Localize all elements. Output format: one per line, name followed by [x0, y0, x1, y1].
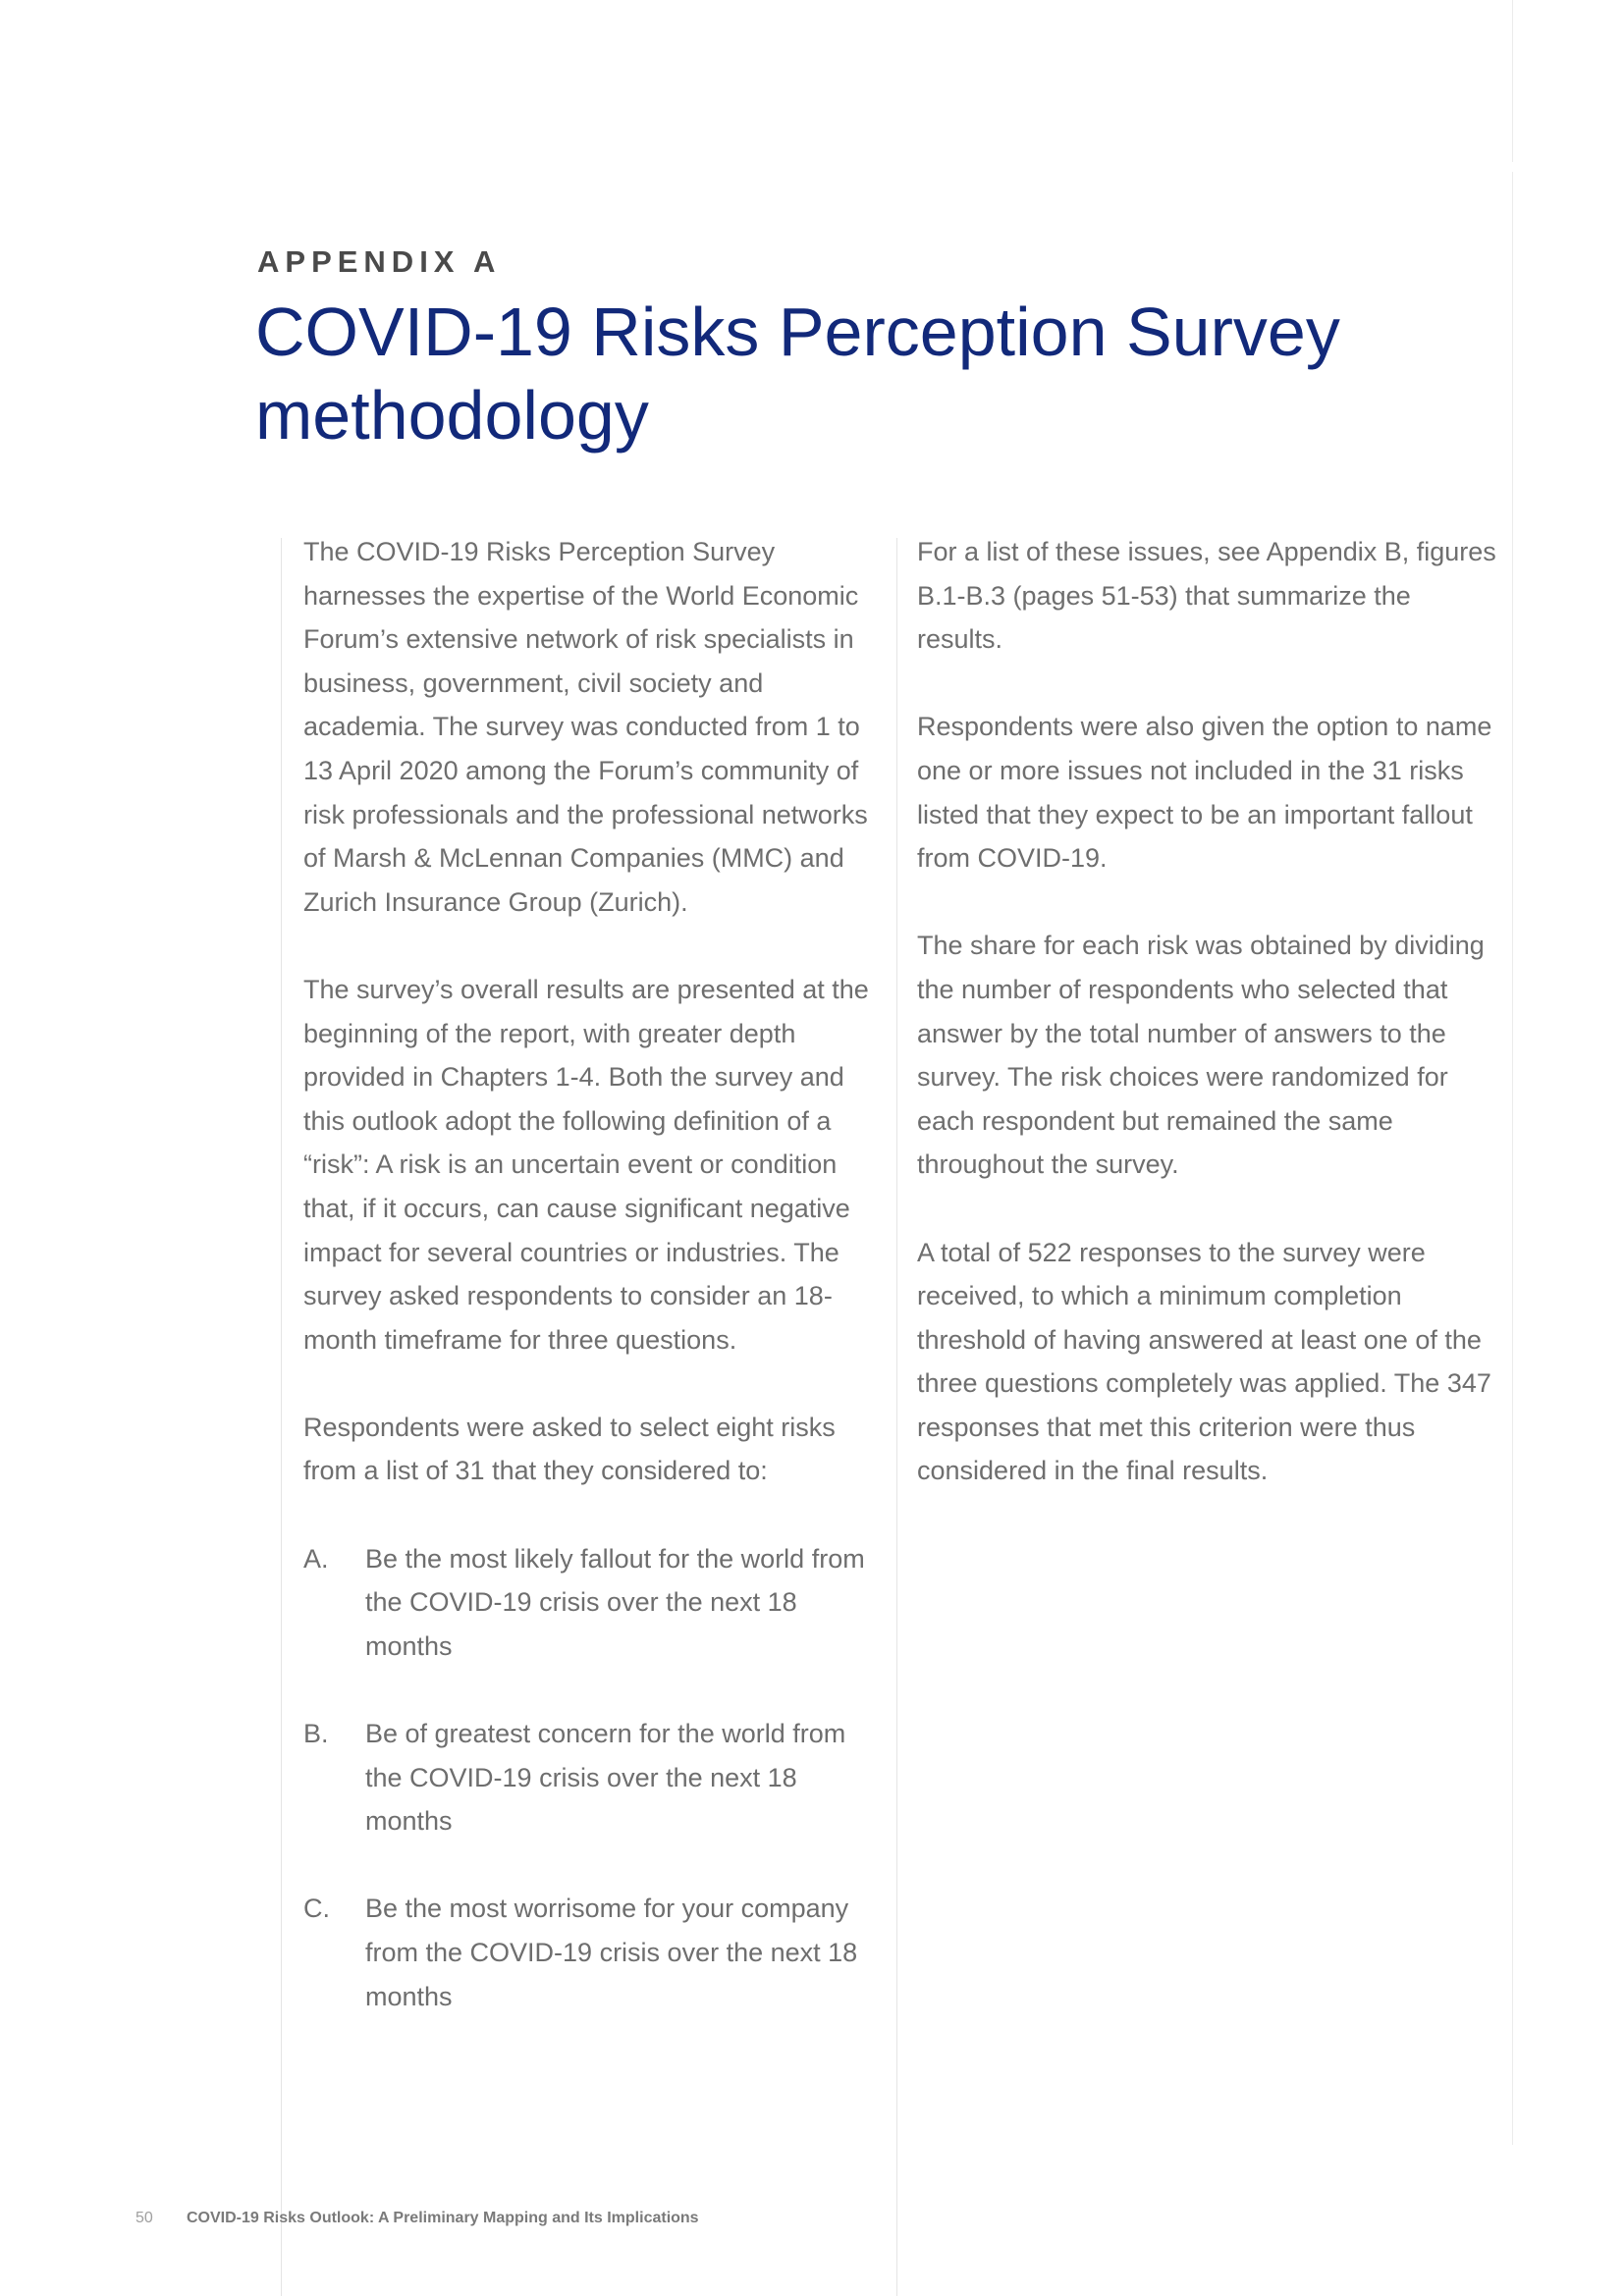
paragraph: Respondents were also given the option to name one or more issues not included in the 31 risks listed that they expect to be an important fallout from COVID-19.	[917, 712, 1492, 874]
list-marker: A.	[303, 1543, 329, 1574]
report-title: COVID-19 Risks Outlook: A Preliminary Mapping and Its Implications	[187, 2210, 699, 2226]
column-divider-left	[281, 538, 282, 2296]
paragraph: A total of 522 responses to the survey were received, to which a minimum completion threshold of having answered at least one of the three questions completely was applied. The 347 responses that met this criterion were thus considered in the final results.	[917, 1237, 1491, 1486]
page-footer	[135, 2210, 699, 2227]
left-column	[303, 530, 883, 2062]
list-text: Be of greatest concern for the world from the COVID-19 crisis over the next 18 months	[365, 1719, 846, 1837]
paragraph: The survey’s overall results are presented at the beginning of the report, with greater depth provided in Chapters 1-4. Both the survey and this outlook adopt the following definition of a “risk”: A risk is an uncertain event or condition that, if it occurs, can cause significant negative impact for several countries or industries. The survey asked respondents to consider an 18-month timeframe for three questions.	[303, 974, 869, 1355]
right-column	[917, 530, 1496, 1537]
list-item-a	[303, 1537, 883, 1669]
list-marker: C.	[303, 1894, 330, 1924]
page-title: COVID-19 Risks Perception Survey methodology	[255, 294, 1340, 454]
list-item-c	[303, 1887, 883, 2018]
list-marker: B.	[303, 1719, 329, 1749]
paragraph: For a list of these issues, see Appendix B, figures B.1-B.3 (pages 51-53) that summarize the results.	[917, 537, 1496, 655]
paragraph: The share for each risk was obtained by dividing the number of respondents who selected that answer by the total number of answers to the survey. The risk choices were randomized for each respondent but remained the same throughout the survey.	[917, 931, 1485, 1180]
page-edge-rule-top	[1512, 0, 1513, 162]
list-item-b	[303, 1712, 883, 1843]
page-edge-rule	[1512, 172, 1513, 2145]
column-divider-middle	[896, 538, 897, 2296]
list-text: Be the most likely fallout for the world from the COVID-19 crisis over the next 18 months	[365, 1543, 865, 1661]
page-number: 50	[135, 2210, 153, 2226]
list-text: Be the most worrisome for your company from the COVID-19 crisis over the next 18 months	[365, 1894, 858, 2011]
appendix-label: APPENDIX A	[257, 244, 502, 279]
paragraph: The COVID-19 Risks Perception Survey harnesses the expertise of the World Economic Forum’s extensive network of risk specialists in business, government, civil society and academia. The survey was conducted from 1 to 13 April 2020 among the Forum’s community of risk professionals and the professional networks of Marsh & McLennan Companies (MMC) and Zurich Insurance Group (Zurich).	[303, 537, 868, 917]
paragraph: Respondents were asked to select eight risks from a list of 31 that they considered to:	[303, 1412, 836, 1486]
